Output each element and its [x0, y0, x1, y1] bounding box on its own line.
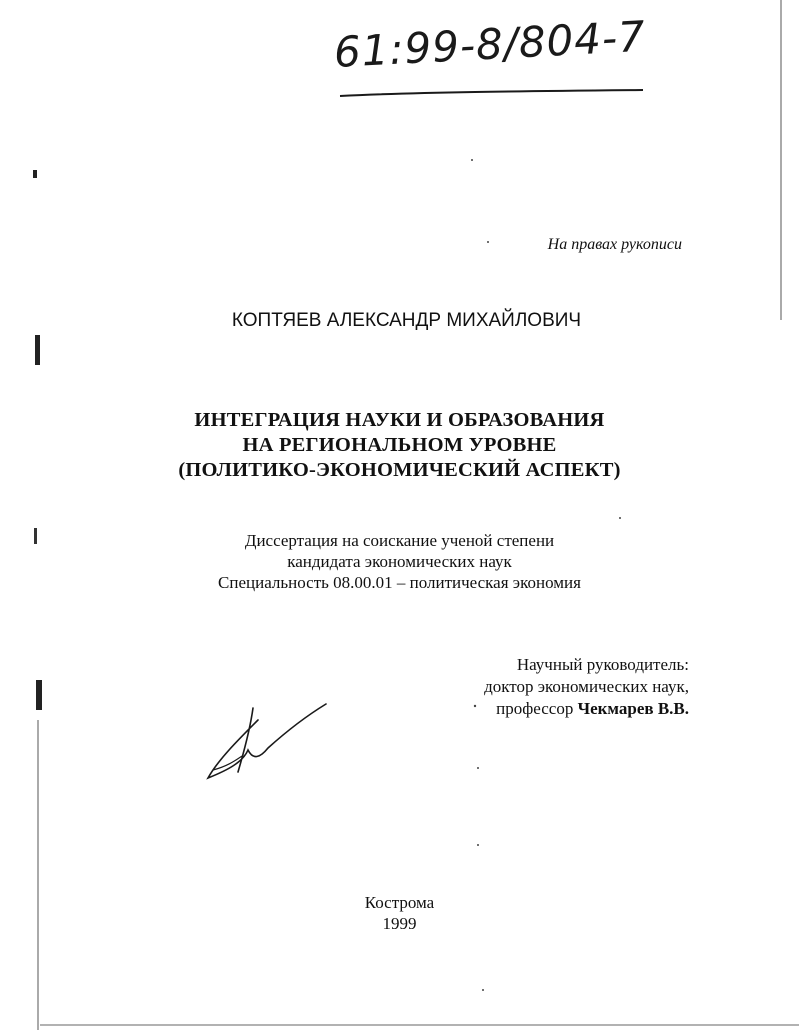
- scan-edge-right: [776, 0, 786, 1030]
- degree-statement: [0, 530, 799, 593]
- title-line-3: (ПОЛИТИКО-ЭКОНОМИЧЕСКИЙ АСПЕКТ): [178, 459, 621, 481]
- author-signature: [198, 700, 338, 790]
- supervisor-name: Чекмарев В.В.: [577, 699, 689, 718]
- degree-line-2: кандидата экономических наук: [287, 552, 512, 571]
- supervisor-degree: доктор экономических наук,: [484, 677, 689, 696]
- year: 1999: [382, 914, 417, 933]
- supervisor-title-line: [484, 698, 689, 720]
- supervisor-heading: Научный руководитель:: [516, 655, 689, 674]
- manuscript-rights-note: На правах рукописи: [547, 236, 682, 253]
- city: Кострома: [364, 893, 435, 912]
- degree-line-1: Диссертация на соискание ученой степени: [244, 531, 555, 550]
- dissertation-title: [0, 408, 799, 483]
- place-and-year: [0, 892, 799, 934]
- supervisor-block: [484, 654, 689, 720]
- handwritten-archive-number: 61:99-8/804-7: [332, 11, 647, 77]
- title-line-1: ИНТЕГРАЦИЯ НАУКИ И ОБРАЗОВАНИЯ: [194, 409, 605, 431]
- title-line-2: НА РЕГИОНАЛЬНОМ УРОВНЕ: [242, 434, 557, 456]
- author-name: КОПТЯЕВ АЛЕКСАНДР МИХАЙЛОВИЧ: [231, 310, 582, 331]
- scan-edge-bottom: [0, 1020, 799, 1030]
- degree-line-3: Специальность 08.00.01 – политическая экономия: [218, 573, 581, 592]
- archive-number-strike: [338, 88, 648, 100]
- scan-binding-marks: [30, 0, 44, 1030]
- supervisor-title: профессор: [496, 699, 574, 718]
